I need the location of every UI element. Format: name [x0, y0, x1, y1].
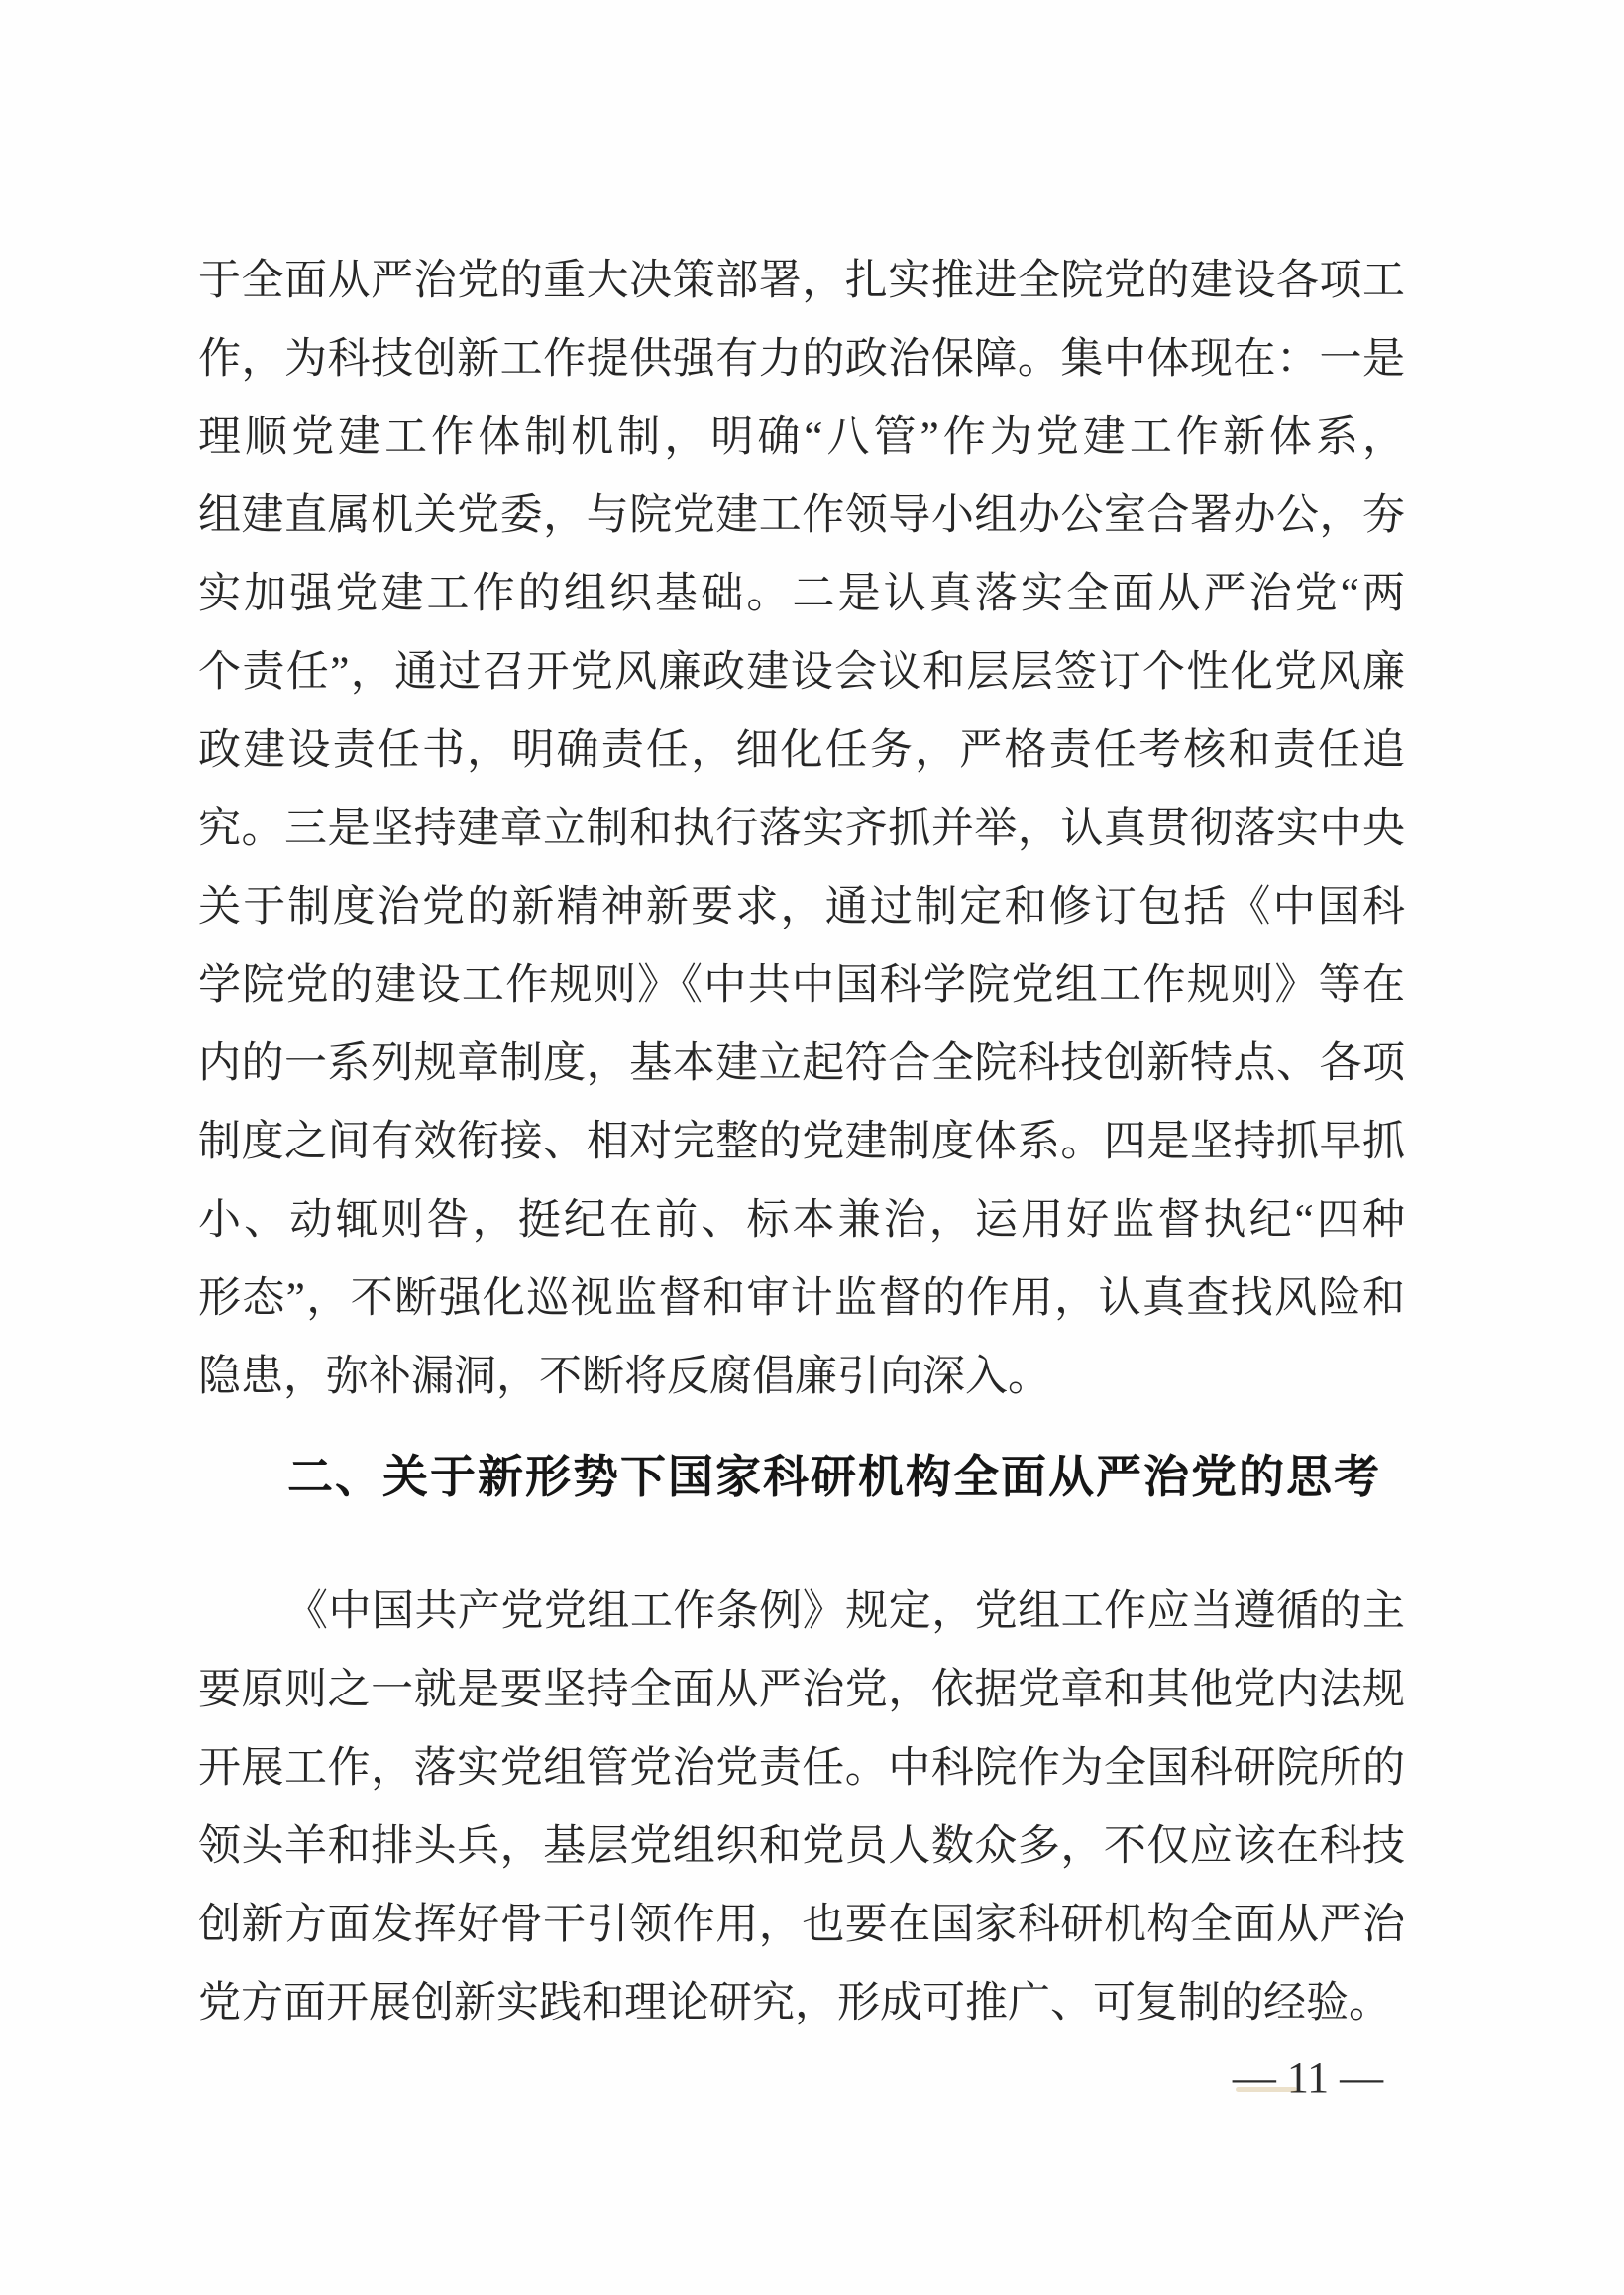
body-line: 实加强党建工作的组织基础。二是认真落实全面从严治党“两 — [198, 571, 1405, 617]
body-line: 隐患，弥补漏洞，不断将反腐倡廉引向深入。 — [198, 1354, 1050, 1400]
body-line: 组建直属机关党委，与院党建工作领导小组办公室合署办公，夯 — [198, 492, 1405, 539]
body-line: 理顺党建工作体制机制，明确“八管”作为党建工作新体系， — [198, 414, 1405, 461]
body-line: 开展工作，落实党组管党治党责任。中科院作为全国科研院所的 — [198, 1745, 1405, 1792]
page-number: — 11 — — [1232, 2053, 1384, 2102]
paragraph-1 — [198, 242, 1405, 1416]
body-line: 创新方面发挥好骨干引领作用，也要在国家科研机构全面从严治 — [198, 1902, 1405, 1948]
body-line: 究。三是坚持建章立制和执行落实齐抓并举，认真贯彻落实中央 — [198, 806, 1405, 852]
body-line: 学院党的建设工作规则》《中共中国科学院党组工作规则》等在 — [198, 962, 1405, 1009]
scan-smudge — [1236, 2087, 1297, 2092]
body-line: 个责任”，通过召开党风廉政建设会议和层层签订个性化党风廉 — [198, 649, 1405, 696]
body-line: 领头羊和排头兵，基层党组织和党员人数众多，不仅应该在科技 — [198, 1823, 1405, 1870]
body-line: 内的一系列规章制度，基本建立起符合全院科技创新特点、各项 — [198, 1040, 1405, 1087]
body-line: 小、动辄则咎，挺纪在前、标本兼治，运用好监督执纪“四种 — [198, 1197, 1405, 1244]
body-line: 《中国共产党党组工作条例》规定，党组工作应当遵循的主 — [285, 1588, 1405, 1635]
body-line: 制度之间有效衔接、相对完整的党建制度体系。四是坚持抓早抓 — [198, 1119, 1405, 1165]
body-line: 关于制度治党的新精神新要求，通过制定和修订包括《中国科 — [198, 884, 1405, 930]
body-line: 党方面开展创新实践和理论研究，形成可推广、可复制的经验。 — [198, 1980, 1391, 2026]
section-heading: 二、关于新形势下国家科研机构全面从严治党的思考 — [287, 1451, 1381, 1502]
paragraph-2 — [198, 1573, 1405, 2042]
body-line: 政建设责任书，明确责任，细化任务，严格责任考核和责任追 — [198, 727, 1405, 774]
body-line: 要原则之一就是要坚持全面从严治党，依据党章和其他党内法规 — [198, 1667, 1405, 1713]
body-line: 作，为科技创新工作提供强有力的政治保障。集中体现在：一是 — [198, 336, 1405, 382]
body-line: 于全面从严治党的重大决策部署，扎实推进全院党的建设各项工 — [198, 258, 1405, 304]
body-line: 形态”，不断强化巡视监督和审计监督的作用，认真查找风险和 — [198, 1275, 1405, 1322]
